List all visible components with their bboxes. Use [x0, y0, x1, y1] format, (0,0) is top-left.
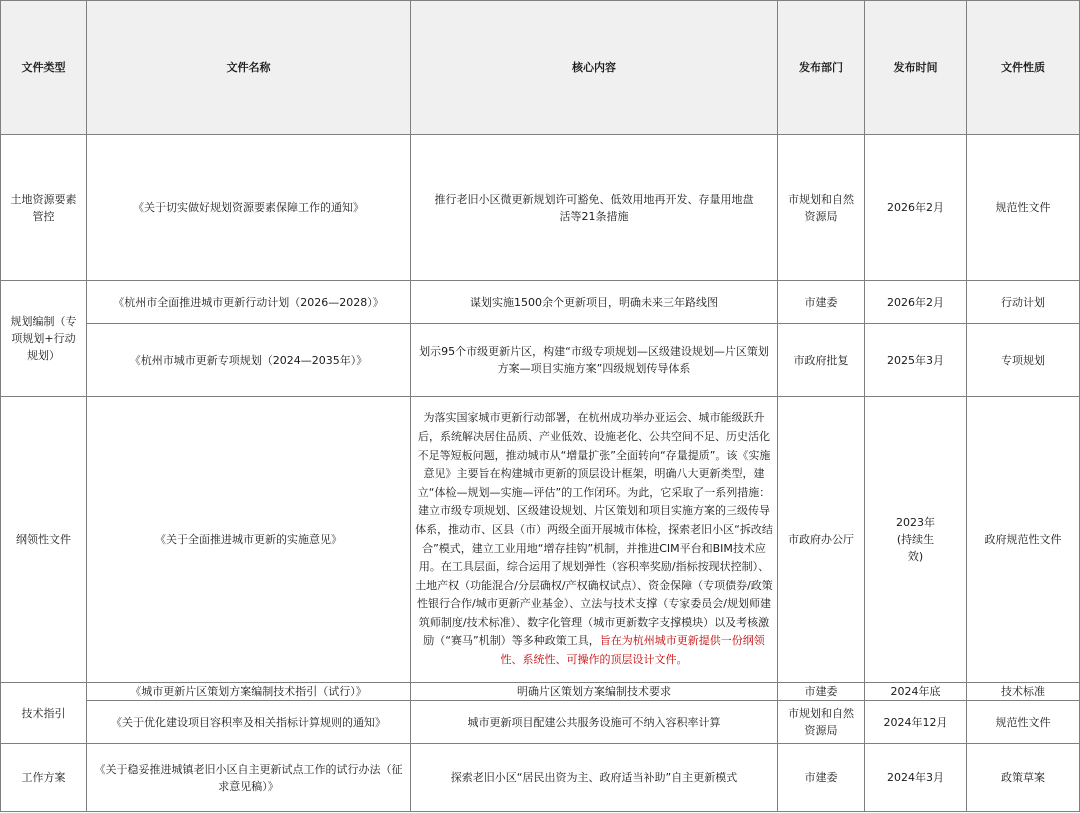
cell-nature: 规范性文件	[967, 701, 1080, 744]
header-cell-dept: 发布部门	[778, 1, 865, 135]
cell-dept: 市建委	[778, 683, 865, 701]
cell-name: 《关于稳妥推进城镇老旧小区自主更新试点工作的试行办法（征求意见稿）》	[87, 744, 411, 812]
cell-name: 《关于优化建设项目容积率及相关指标计算规则的通知》	[87, 701, 411, 744]
content-main-text: 为落实国家城市更新行动部署，在杭州成功举办亚运会、城市能级跃升后，系统解决居住品质、产业低效、设施老化、公共空间不足、历史活化不足等短板问题，推动城市从“增量扩张”全面转向“存量提质”。该《实施意见》主要旨在构建城市更新的顶层设计框架，明确八大更新类型，建立“体检—规划—实施—评估”的工作闭环。为此，它采取了一系列措施：建立市级专项规划、区级建设规划、片区策划和项目实施方案的三级传导体系，推动市、区县（市）两级全面开展城市体检，探索老旧小区“拆改结合”模式，建立工业用地“增存挂钩”机制，并推进CIM平台和BIM技术应用。在工具层面，综合运用了规划弹性（容积率奖励/指标按现状控制）、土地产权（功能混合/分层确权/产权确权试点）、资金保障（专项债券/政策性银行合作/城市更新产业基金）、立法与技术支撑（专家委员会/规划师建筑师制度/技术标准）、数字化管理（城市更新数字支撑模块）以及考核激励（“赛马”机制）等多种政策工具，	[415, 411, 773, 648]
header-row	[1, 1, 1080, 135]
cell-date: 2023年(持续生效)	[865, 397, 967, 683]
cell-nature: 规范性文件	[967, 135, 1080, 281]
cell-date: 2026年2月	[865, 135, 967, 281]
table-row	[1, 281, 1080, 324]
cell-content: 谋划实施1500余个更新项目，明确未来三年路线图	[411, 281, 778, 324]
cell-name: 《杭州市全面推进城市更新行动计划（2026—2028）》	[87, 281, 411, 324]
cell-date: 2025年3月	[865, 324, 967, 397]
cell-dept: 市政府办公厅	[778, 397, 865, 683]
cell-content: 划示95个市级更新片区，构建“市级专项规划—区级建设规划—片区策划方案—项目实施方案”四级规划传导体系	[411, 324, 778, 397]
table-row	[1, 324, 1080, 397]
table-row	[1, 397, 1080, 683]
table-row	[1, 135, 1080, 281]
cell-dept: 市规划和自然资源局	[778, 135, 865, 281]
cell-type: 工作方案	[1, 744, 87, 812]
cell-name: 《关于全面推进城市更新的实施意见》	[87, 397, 411, 683]
cell-type: 技术指引	[1, 683, 87, 744]
header-cell-nature: 文件性质	[967, 1, 1080, 135]
cell-nature: 政策草案	[967, 744, 1080, 812]
cell-date: 2026年2月	[865, 281, 967, 324]
header-cell-date: 发布时间	[865, 1, 967, 135]
header-cell-name: 文件名称	[87, 1, 411, 135]
cell-dept: 市规划和自然资源局	[778, 701, 865, 744]
cell-name: 《关于切实做好规划资源要素保障工作的通知》	[87, 135, 411, 281]
cell-date: 2024年底	[865, 683, 967, 701]
header-cell-content: 核心内容	[411, 1, 778, 135]
cell-nature: 技术标准	[967, 683, 1080, 701]
cell-date: 2024年12月	[865, 701, 967, 744]
cell-type: 土地资源要素管控	[1, 135, 87, 281]
cell-dept: 市政府批复	[778, 324, 865, 397]
cell-content: 城市更新项目配建公共服务设施可不纳入容积率计算	[411, 701, 778, 744]
cell-nature: 专项规划	[967, 324, 1080, 397]
table-row	[1, 683, 1080, 701]
cell-type: 纲领性文件	[1, 397, 87, 683]
cell-date: 2024年3月	[865, 744, 967, 812]
table-row	[1, 701, 1080, 744]
header-cell-type: 文件类型	[1, 1, 87, 135]
cell-content: 推行老旧小区微更新规划许可豁免、低效用地再开发、存量用地盘活等21条措施	[411, 135, 778, 281]
cell-content: 明确片区策划方案编制技术要求	[411, 683, 778, 701]
cell-name: 《杭州市城市更新专项规划（2024—2035年）》	[87, 324, 411, 397]
cell-dept: 市建委	[778, 744, 865, 812]
cell-nature: 政府规范性文件	[967, 397, 1080, 683]
cell-nature: 行动计划	[967, 281, 1080, 324]
table-row	[1, 744, 1080, 812]
cell-type: 规划编制（专项规划+行动规划）	[1, 281, 87, 397]
cell-name: 《城市更新片区策划方案编制技术指引（试行）》	[87, 683, 411, 701]
cell-dept: 市建委	[778, 281, 865, 324]
content-highlight-text: 旨在为杭州城市更新提供一份纲领性、系统性、可操作的顶层设计文件。	[500, 634, 765, 667]
cell-content: 探索老旧小区“居民出资为主、政府适当补助”自主更新模式	[411, 744, 778, 812]
cell-content	[411, 397, 778, 683]
